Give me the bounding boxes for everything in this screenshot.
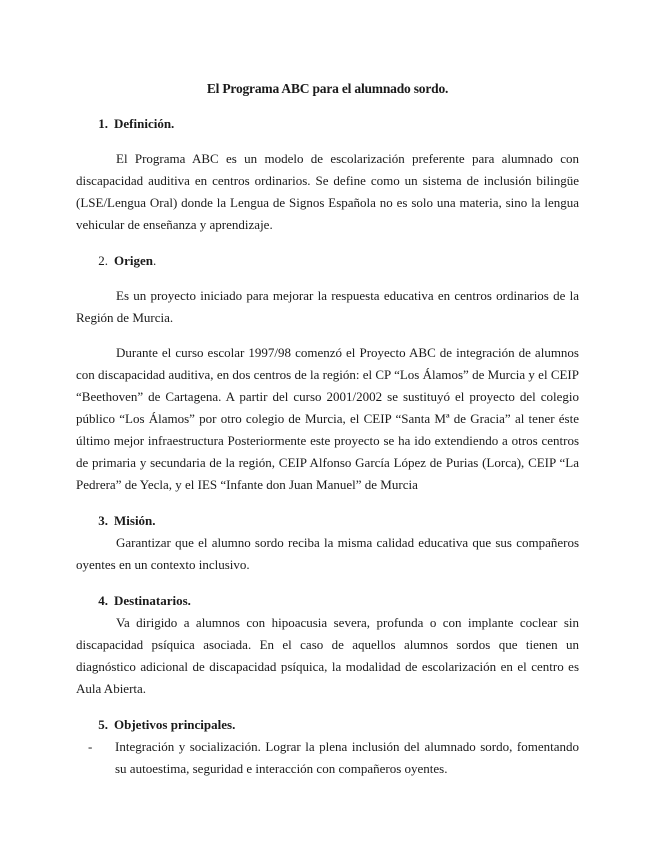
section-title: Destinatarios.: [114, 593, 191, 608]
section-title: Definición.: [114, 116, 175, 131]
section-paragraph: Es un proyecto iniciado para mejorar la respuesta educativa en centros ordinarios de la Región de Murcia.: [76, 288, 579, 325]
bullet-marker: -: [88, 739, 93, 754]
document-body: [76, 78, 579, 780]
section-number: 3.: [98, 513, 108, 528]
section-title: Origen.: [114, 253, 157, 268]
section-number: 4.: [98, 593, 108, 608]
document-title: El Programa ABC para el alumnado sordo.: [206, 81, 449, 96]
section-heading-definicion: [76, 113, 579, 135]
list-item: [76, 736, 579, 780]
section-heading-objetivos: [76, 714, 579, 736]
section-title: Misión.: [114, 513, 156, 528]
section-heading-mision: [76, 510, 579, 532]
section-heading-destinatarios: [76, 590, 579, 612]
section-heading-origen: [76, 250, 579, 272]
list-item-text: Integración y socialización. Lograr la plena inclusión del alumnado sordo, fomentando su autoestima, seguridad e interacción con compañeros oyentes.: [115, 739, 579, 776]
section-paragraph: Va dirigido a alumnos con hipoacusia severa, profunda o con implante coclear sin discapacidad psíquica asociada. En el caso de aquellos alumnos sordos que tienen un diagnóstico adicional de discapacidad psíquica, la modalidad de escolarización en el centro es Aula Abierta.: [76, 615, 579, 696]
section-number: 1.: [98, 116, 108, 131]
section-number: 2.: [98, 253, 108, 268]
section-number: 5.: [98, 717, 108, 732]
section-paragraph: Garantizar que el alumno sordo reciba la misma calidad educativa que sus compañeros oyentes en un contexto inclusivo.: [76, 535, 579, 572]
section-paragraph: Durante el curso escolar 1997/98 comenzó el Proyecto ABC de integración de alumnos con discapacidad auditiva, en dos centros de la región: el CP “Los Álamos” de Murcia y el CEIP “Beethoven” de Cartagena. A partir del curso 2001/2002 se sustituyó el proyecto del colegio público “Los Álamos” por otro colegio de Murcia, el CEIP “Santa Mª de Gracia” al tener éste último mejor infraestructura Posteriormente este proyecto se ha ido extendiendo a otros centros de primaria y secundaria de la región, CEIP Alfonso García López de Purias (Lorca), CEIP “La Pedrera” de Yecla, y el IES “Infante don Juan Manuel” de Murcia: [76, 345, 579, 492]
section-paragraph: El Programa ABC es un modelo de escolarización preferente para alumnado con discapacidad auditiva en centros ordinarios. Se define como un sistema de inclusión bilingüe (LSE/Lengua Oral) donde la Lengua de Signos Española no es solo una materia, sino la lengua vehicular de enseñanza y aprendizaje.: [76, 151, 579, 232]
section-title: Objetivos principales.: [114, 717, 236, 732]
